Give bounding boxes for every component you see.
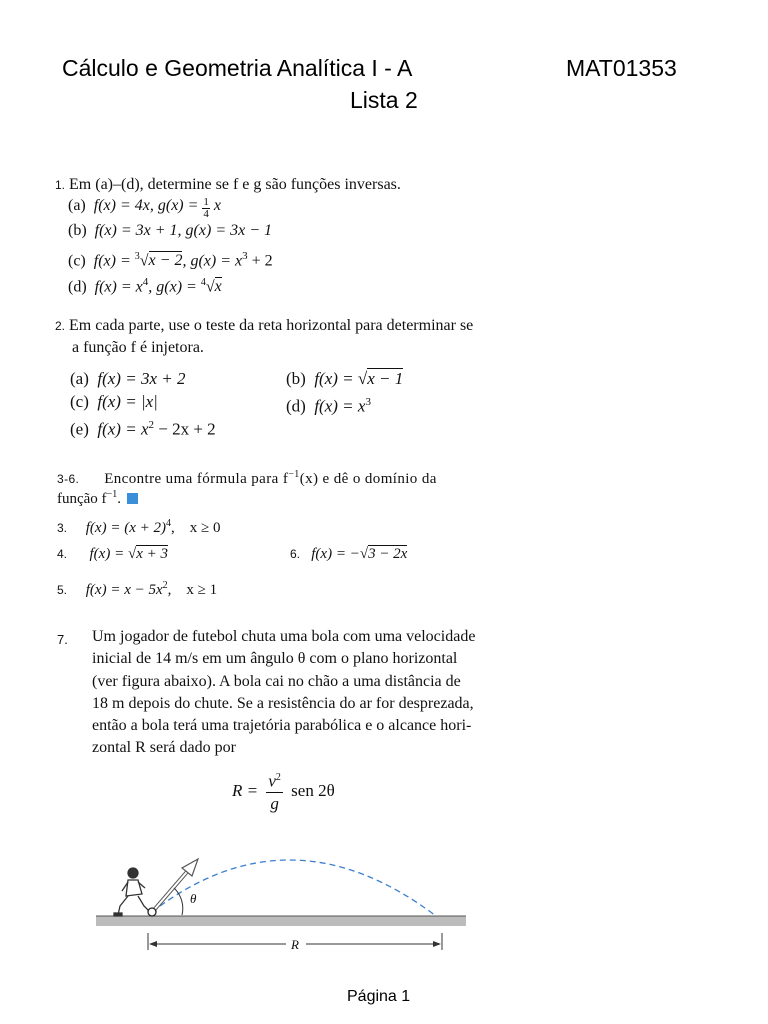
- q1-stem: Em (a)–(d), determine se f e g são funções inversas.: [69, 176, 401, 193]
- range-arrow-left: [149, 941, 157, 947]
- q2-stem-2: a função f é injetora.: [72, 339, 204, 356]
- q3-number: 3.: [57, 521, 68, 535]
- formula-v: v: [268, 771, 276, 791]
- kick-figure: [90, 836, 480, 956]
- q1-c-expr: f(x) =: [93, 252, 135, 270]
- course-title: Cálculo e Geometria Analítica I - A: [62, 55, 413, 81]
- q3-power: 4: [165, 518, 171, 529]
- q2-label-d: (d): [286, 396, 306, 416]
- list-title: Lista 2: [350, 87, 418, 113]
- course-code: MAT01353: [566, 55, 677, 81]
- q2-d-power: 3: [365, 396, 371, 408]
- q2-stem-1: Em cada parte, use o teste da reta horizontal para determinar se: [69, 317, 474, 334]
- theta-label: θ: [190, 891, 197, 906]
- formula-denominator: [266, 793, 283, 815]
- q1-label-c: (c): [68, 252, 86, 270]
- q2-b-radicand: x − 1: [367, 369, 404, 388]
- q5-domain: , x ≥ 1: [167, 582, 218, 598]
- q3-6-number: 3-6.: [57, 472, 80, 486]
- q1-item-d: (d) $f(x) = x^4$, g(x) = $^4$√x: [68, 276, 222, 296]
- q3-6-stem-1a: Encontre uma fórmula para f: [104, 471, 289, 487]
- q2-label-b: (b): [286, 369, 306, 388]
- q1-d-radicand: x: [214, 278, 222, 296]
- q4-item: 4. f(x) = √x + 3: [57, 546, 168, 562]
- q5-expr: f(x) = x − 5x: [85, 582, 163, 598]
- q2-label-e: (e): [70, 419, 89, 439]
- formula-tail: sen 2θ: [286, 781, 335, 801]
- q3-6-stem-line-2: [57, 485, 138, 509]
- q7-line: (ver figura abaixo). A bola cai no chão a uma distância de: [92, 672, 461, 690]
- range-formula: [232, 768, 335, 815]
- q2-stem-line-1: [55, 316, 473, 336]
- q3-6-stem-2-power: −1: [106, 489, 118, 500]
- q3-expr: f(x) = (x + 2): [85, 520, 166, 536]
- q3-6-stem-2b: .: [117, 491, 121, 507]
- formula-v-power: 2: [275, 772, 281, 783]
- q3-domain: , x ≥ 0: [170, 520, 221, 536]
- q5-item: [57, 576, 217, 600]
- q1-label-b: (b): [68, 222, 87, 239]
- q6-item: 6. f(x) = −√3 − 2x: [290, 546, 408, 562]
- formula-g: g: [270, 793, 279, 813]
- formula-lhs: R =: [232, 781, 263, 801]
- q5-number: 5.: [57, 583, 68, 597]
- q2-e-tail: − 2x + 2: [153, 419, 216, 439]
- launch-arrow-inner: [154, 866, 192, 910]
- q1-a-expr: f(x) = 4x, g(x) =: [93, 197, 203, 214]
- q1-a-tail: x: [209, 197, 222, 214]
- q3-6-stem-1-power: −1: [288, 469, 300, 480]
- q1-label-d: (d): [68, 278, 87, 296]
- q1-c-root-index: 3: [134, 251, 140, 262]
- q5-power: 2: [162, 580, 168, 591]
- q1-item-b: [68, 221, 272, 241]
- q7-line: inicial de 14 m/s em um ângulo θ com o plano horizontal: [92, 650, 458, 668]
- q7-line: zontal R será dado por: [92, 739, 236, 757]
- q6-radicand: 3 − 2x: [368, 546, 408, 562]
- q2-label-c: (c): [70, 392, 89, 411]
- ground: [96, 916, 466, 926]
- q1-item-a: [68, 196, 221, 220]
- q2-e-power: 2: [148, 419, 154, 431]
- q2-c-expr: f(x) = |x|: [97, 392, 158, 411]
- q1-c-g: , g(x) = x: [182, 252, 243, 270]
- end-marker-icon: [127, 493, 138, 504]
- q1-a-frac-den: 4: [203, 208, 209, 220]
- q3-item: [57, 514, 220, 538]
- q1-label-a: (a): [68, 197, 86, 214]
- q4-expr: f(x) =: [89, 546, 128, 562]
- q1-c-tail: + 2: [247, 252, 273, 270]
- q1-d-root-index: 4: [200, 277, 206, 288]
- q2-item-c: [70, 392, 158, 412]
- q2-a-expr: f(x) = 3x + 2: [97, 369, 186, 388]
- q2-item-d: [286, 392, 371, 417]
- q6-number: 6.: [290, 547, 301, 561]
- q7-line: Um jogador de futebol chuta uma bola com uma velocidade: [92, 628, 476, 645]
- q1-c-power: 3: [242, 250, 248, 262]
- q1-number: 1.: [55, 178, 66, 192]
- q1-a-fraction: [202, 197, 210, 220]
- formula-fraction: [266, 768, 283, 815]
- q2-item-a: [70, 369, 185, 389]
- q2-e-expr: f(x) = x: [97, 419, 149, 439]
- q1-a-frac-num: 1: [203, 196, 209, 208]
- q4-number: 4.: [57, 547, 68, 561]
- q1-c-radicand: x − 2: [148, 252, 183, 270]
- q2-label-a: (a): [70, 369, 89, 388]
- q4-radicand: x + 3: [136, 546, 168, 562]
- q2-number: 2.: [55, 319, 66, 333]
- q6-expr: f(x) = −: [311, 546, 360, 562]
- q1-d-power: 4: [142, 276, 149, 288]
- q3-6-stem-2a: função f: [57, 491, 107, 507]
- page-number: Página 1: [347, 988, 411, 1005]
- q3-6-stem-1b: (x) e dê o domínio da: [299, 471, 437, 487]
- q2-item-b: (b) f(x) = √x − 1: [286, 369, 404, 388]
- q1-item-c: (c) f(x) = $^3$√x − 2, $g(x) = x^3 + 2$: [68, 250, 273, 270]
- range-label: R: [291, 937, 299, 952]
- q7-number: 7.: [57, 632, 68, 647]
- player-icon: [114, 868, 150, 916]
- q7-paragraph: [92, 626, 542, 760]
- q1-d-g: , g(x) =: [148, 278, 201, 296]
- range-arrow-right: [433, 941, 441, 947]
- q2-b-expr: f(x) =: [314, 369, 358, 388]
- formula-numerator: [266, 768, 283, 793]
- q1-stem-line: [55, 175, 401, 195]
- ball-icon: [148, 908, 156, 916]
- q1-b-expr: f(x) = 3x + 1, g(x) = 3x − 1: [94, 222, 273, 239]
- q1-d-expr: f(x) = x: [94, 278, 143, 296]
- q2-d-expr: f(x) = x: [314, 396, 366, 416]
- q7-line: 18 m depois do chute. Se a resistência do ar for desprezada,: [92, 694, 474, 712]
- q2-item-e: [70, 415, 216, 440]
- q7-line: então a bola terá uma trajetória parabólica e o alcance hori-: [92, 717, 472, 735]
